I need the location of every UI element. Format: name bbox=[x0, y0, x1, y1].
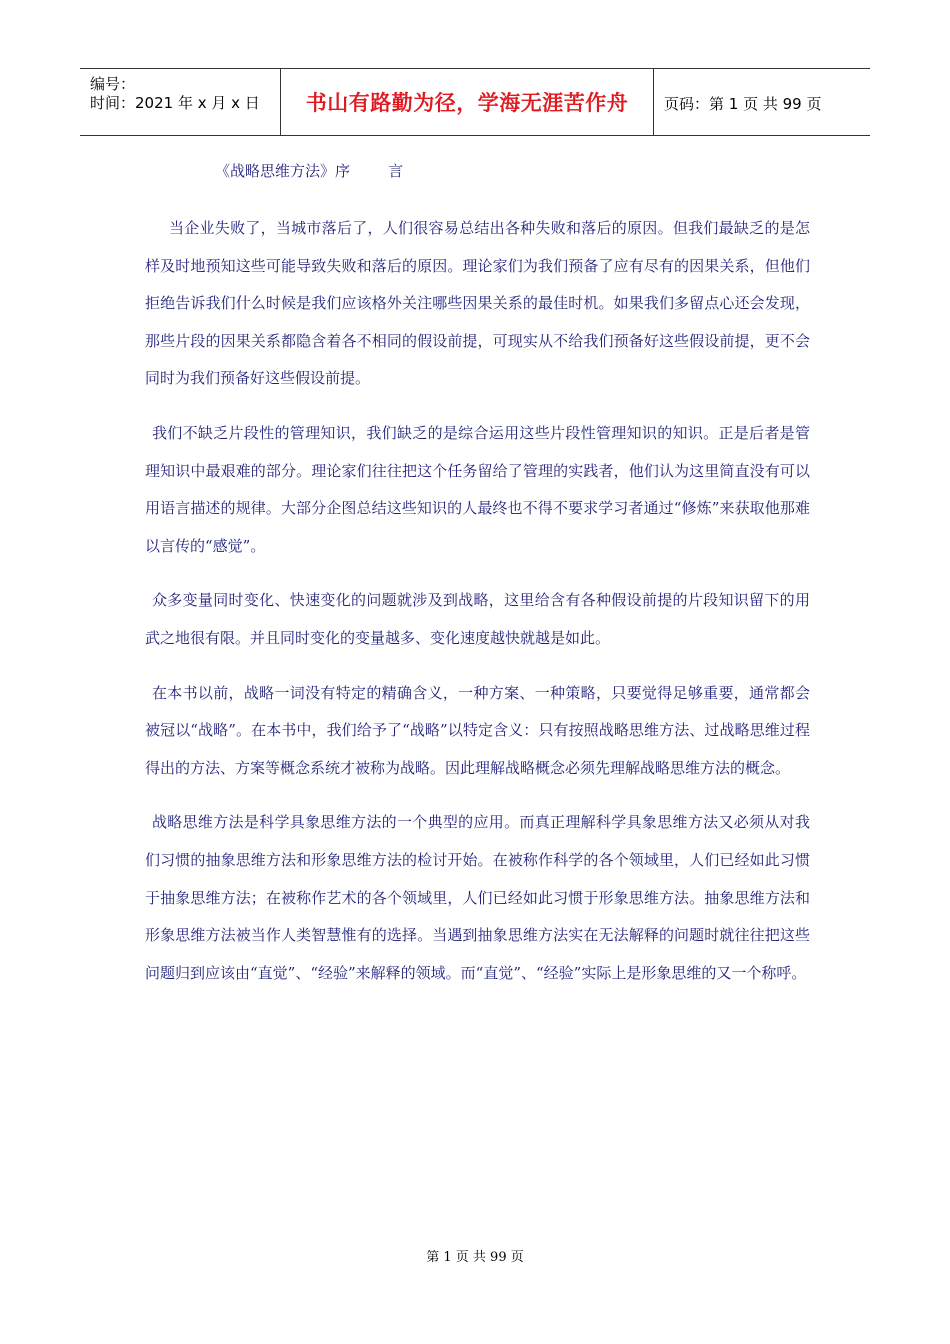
document-body bbox=[145, 210, 810, 992]
header-motto: 书山有路勤为径，学海无涯苦作舟 bbox=[281, 69, 654, 135]
paragraph: 我们不缺乏片段性的管理知识，我们缺乏的是综合运用这些片段性管理知识的知识。正是后者是管理知识中最艰难的部分。理论家们往往把这个任务留给了管理的实践者，他们认为这里简直没有可以用语言描述的规律。大部分企图总结这些知识的人最终也不得不要求学习者通过“修炼”来获取他那难以言传的“感觉”。 bbox=[145, 423, 810, 555]
paragraph: 战略思维方法是科学具象思维方法的一个典型的应用。而真正理解科学具象思维方法又必须从对我们习惯的抽象思维方法和形象思维方法的检讨开始。在被称作科学的各个领域里，人们已经如此习惯于抽象思维方法；在被称作艺术的各个领域里，人们已经如此习惯于形象思维方法。抽象思维方法和形象思维方法被当作人类智慧惟有的选择。当遇到抽象思维方法实在无法解释的问题时就往往把这些问题归到应该由“直觉”、“经验”来解释的领域。而“直觉”、“经验”实际上是形象思维的又一个称呼。 bbox=[145, 813, 810, 982]
date-label: 时间：2021 年 x 月 x 日 bbox=[90, 94, 260, 112]
paragraph: 当企业失败了，当城市落后了，人们很容易总结出各种失败和落后的原因。但我们最缺乏的是怎样及时地预知这些可能导致失败和落后的原因。理论家们为我们预备了应有尽有的因果关系，但他们拒绝告诉我们什么时候是我们应该格外关注哪些因果关系的最佳时机。如果我们多留点心还会发现，那些片段的因果关系都隐含着各不相同的假设前提，可现实从不给我们预备好这些假设前提，更不会同时为我们预备好这些假设前提。 bbox=[145, 219, 810, 388]
footer-page-number: 第 1 页 共 99 页 bbox=[426, 1250, 524, 1265]
header-page-number: 页码：第 1 页 共 99 页 bbox=[664, 95, 822, 113]
header-table bbox=[80, 68, 870, 136]
paragraph: 众多变量同时变化、快速变化的问题就涉及到战略，这里给含有各种假设前提的片段知识留下的用武之地很有限。并且同时变化的变量越多、变化速度越快就越是如此。 bbox=[145, 591, 810, 647]
paragraph: 在本书以前，战略一词没有特定的精确含义，一种方案、一种策略，只要觉得足够重要，通常都会被冠以“战略”。在本书中，我们给予了“战略”以特定含义：只有按照战略思维方法、过战略思维过程得出的方法、方案等概念系统才被称为战略。因此理解战略概念必须先理解战略思维方法的概念。 bbox=[145, 683, 810, 777]
serial-number-label: 编号： bbox=[90, 75, 136, 93]
document-title: 《战略思维方法》序 言 bbox=[215, 162, 404, 180]
header-meta-cell bbox=[80, 69, 281, 135]
